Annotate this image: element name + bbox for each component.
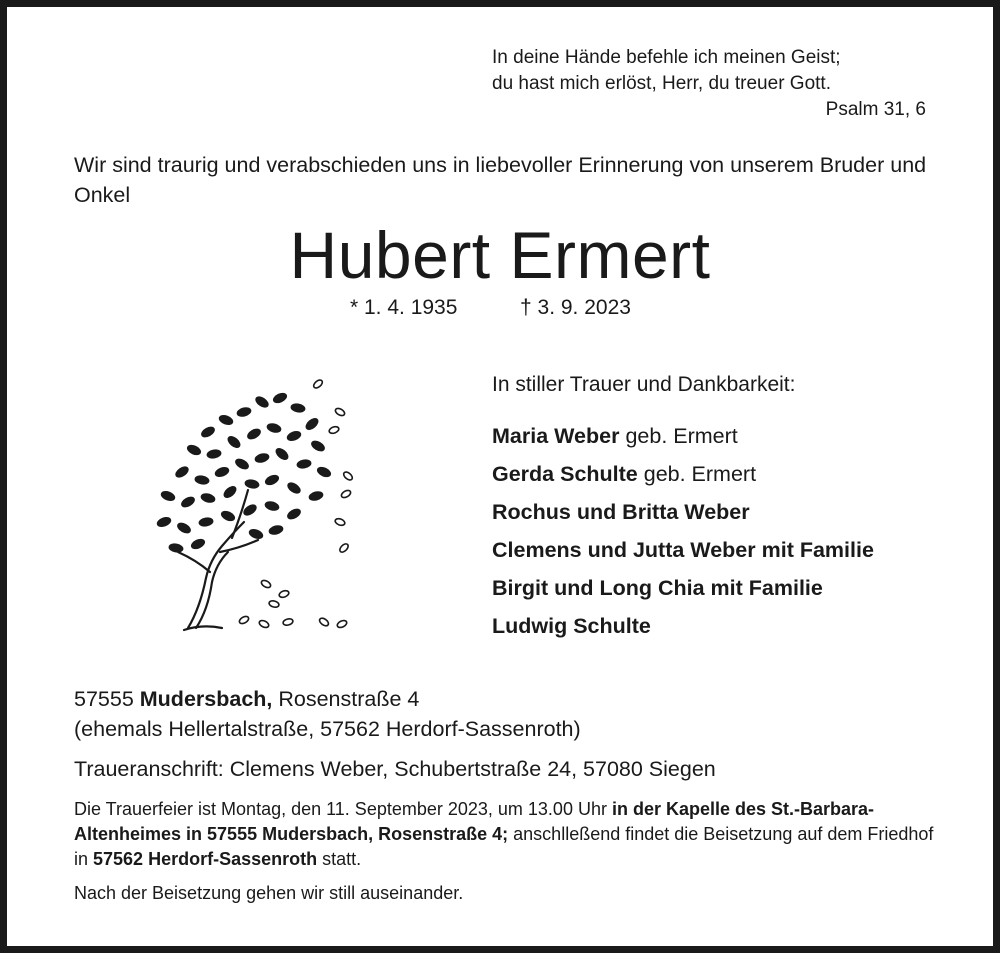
condolence-address: Traueranschrift: Clemens Weber, Schubertstraße 24, 57080 Siegen	[74, 757, 716, 781]
mourner-entry	[492, 417, 932, 455]
mourners-heading: In stiller Trauer und Dankbarkeit:	[492, 373, 796, 396]
mourner-entry	[492, 531, 932, 569]
verse-source: Psalm 31, 6	[825, 99, 926, 120]
verse-line-2: du hast mich erlöst, Herr, du treuer Gott.	[492, 73, 831, 94]
verse-line-1: In deine Hände befehle ich meinen Geist;	[492, 47, 841, 68]
intro-text: Wir sind traurig und verabschieden uns in liebevoller Erinnerung von unserem Bruder und Onkel	[74, 153, 927, 207]
mourner-entry	[492, 493, 932, 531]
address-city: Mudersbach,	[139, 687, 273, 711]
burial-location: 57562 Herdorf-Sassenroth	[93, 849, 318, 869]
mourner-name: Birgit und Long Chia mit Familie	[492, 576, 823, 600]
death-date: † 3. 9. 2023	[520, 296, 631, 319]
mourner-entry	[492, 569, 932, 607]
ceremony-text-1: Die Trauerfeier ist Montag, den 11. September 2023, um 13.00 Uhr	[74, 799, 612, 819]
mourner-name: Rochus und Britta Weber	[492, 500, 750, 524]
mourner-name: Maria Weber	[492, 424, 620, 448]
mourners-list	[492, 370, 932, 645]
ceremony-details	[74, 797, 934, 872]
closing-note: Nach der Beisetzung gehen wir still auseinander.	[74, 883, 464, 903]
ceremony-location: in der Kapelle des St.-Barbara-Altenheimes in 57555 Mudersbach, Rosenstraße 4;	[74, 799, 875, 844]
windblown-tree-icon	[148, 372, 368, 634]
mourner-suffix: geb. Ermert	[637, 462, 757, 486]
address-former: (ehemals Hellertalstraße, 57562 Herdorf-Sassenroth)	[74, 717, 581, 741]
birth-date: * 1. 4. 1935	[350, 296, 458, 319]
mourner-entry	[492, 455, 932, 493]
bible-verse	[492, 45, 926, 123]
mourner-entry	[492, 607, 932, 645]
address-street: Rosenstraße 4	[272, 687, 420, 711]
residence-address	[74, 684, 581, 744]
mourner-name: Gerda Schulte	[492, 462, 638, 486]
deceased-name: Hubert Ermert	[289, 218, 711, 292]
address-zip: 57555	[74, 687, 140, 711]
ceremony-text-3: statt.	[317, 849, 362, 869]
mourner-suffix: geb. Ermert	[619, 424, 738, 448]
ceremony-text-2: anschlleßend findet die Beisetzung auf dem Friedhof in	[74, 824, 934, 869]
address-line-1	[74, 684, 581, 714]
mourner-name: Clemens und Jutta Weber mit Familie	[492, 538, 874, 562]
mourner-name: Ludwig Schulte	[492, 614, 651, 638]
